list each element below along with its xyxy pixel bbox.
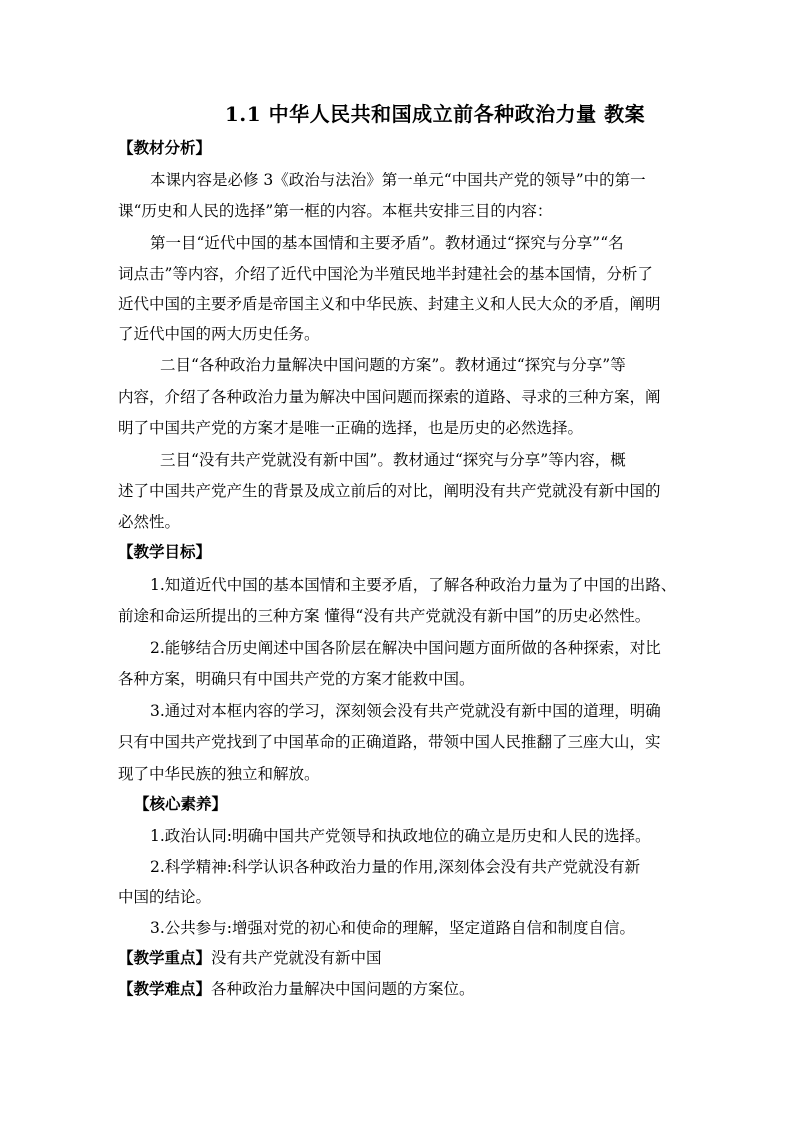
paragraph-line: 课“历史和人民的选择”第一框的内容。本框共安排三目的内容： (118, 202, 553, 220)
section-heading-literacy: 【核心素养】 (134, 794, 228, 813)
paragraph-line: 三目“没有共产党就没有新中国”。教材通过“探究与分享”等内容，概 (160, 451, 626, 469)
paragraph-line: 明了中国共产党的方案才是唯一正确的选择，也是历史的必然选择。 (118, 419, 584, 437)
paragraph-line: 各种方案，明确只有中国共产党的方案才能救中国。 (118, 670, 475, 688)
paragraph-line: 词点击”等内容，介绍了近代中国沦为半殖民地半封建社会的基本国情，分析了 (118, 265, 653, 283)
paragraph-line: 1.知道近代中国的基本国情和主要矛盾，了解各种政治力量为了中国的出路、 (150, 576, 677, 594)
paragraph-line: 前途和命运所提出的三种方案 懂得“没有共产党就没有新中国”的历史必然性。 (118, 607, 651, 625)
paragraph-line: 二目“各种政治力量解决中国问题的方案”。教材通过“探究与分享”等 (160, 356, 626, 374)
section-heading-analysis: 【教材分析】 (118, 138, 212, 157)
paragraph-line: 3.公共参与:增强对党的初心和使命的理解，坚定道路自信和制度自信。 (150, 919, 636, 937)
page-title: 1.1 中华人民共和国成立前各种政治力量 教案 (224, 102, 646, 126)
key-point-text: 没有共产党就没有新中国 (211, 949, 382, 967)
difficulty-text: 各种政治力量解决中国问题的方案位。 (211, 980, 475, 998)
section-heading-key-point: 【教学重点】 (118, 948, 212, 967)
section-heading-objectives: 【教学目标】 (118, 542, 212, 561)
paragraph-line: 1.政治认同:明确中国共产党领导和执政地位的确立是历史和人民的选择。 (150, 827, 651, 845)
paragraph-line: 第一目“近代中国的基本国情和主要矛盾”。教材通过“探究与分享”“名 (150, 234, 624, 252)
paragraph-line: 2.科学精神:科学认识各种政治力量的作用,深刻体会没有共产党就没有新 (150, 858, 640, 876)
key-point-line (118, 947, 382, 969)
paragraph-line: 中国的结论。 (118, 888, 212, 906)
paragraph-line: 本课内容是必修 3《政治与法治》第一单元“中国共产党的领导”中的第一 (150, 171, 646, 189)
paragraph-line: 了近代中国的两大历史任务。 (118, 325, 320, 343)
paragraph-line: 近代中国的主要矛盾是帝国主义和中华民族、封建主义和人民大众的矛盾，阐明 (118, 295, 661, 313)
paragraph-line: 必然性。 (118, 513, 181, 531)
paragraph-line: 述了中国共产党产生的背景及成立前后的对比，阐明没有共产党就没有新中国的 (118, 482, 661, 500)
paragraph-line: 内容，介绍了各种政治力量为解决中国问题而探索的道路、寻求的三种方案，阐 (118, 388, 661, 406)
paragraph-line: 2.能够结合历史阐述中国各阶层在解决中国问题方面所做的各种探索，对比 (150, 639, 661, 657)
difficulty-line (118, 978, 475, 1000)
section-heading-difficulty: 【教学难点】 (118, 979, 212, 998)
paragraph-line: 3.通过对本框内容的学习，深刻领会没有共产党就没有新中国的道理，明确 (150, 702, 661, 720)
paragraph-line: 现了中华民族的独立和解放。 (118, 765, 320, 783)
paragraph-line: 只有中国共产党找到了中国革命的正确道路，带领中国人民推翻了三座大山，实 (118, 733, 661, 751)
